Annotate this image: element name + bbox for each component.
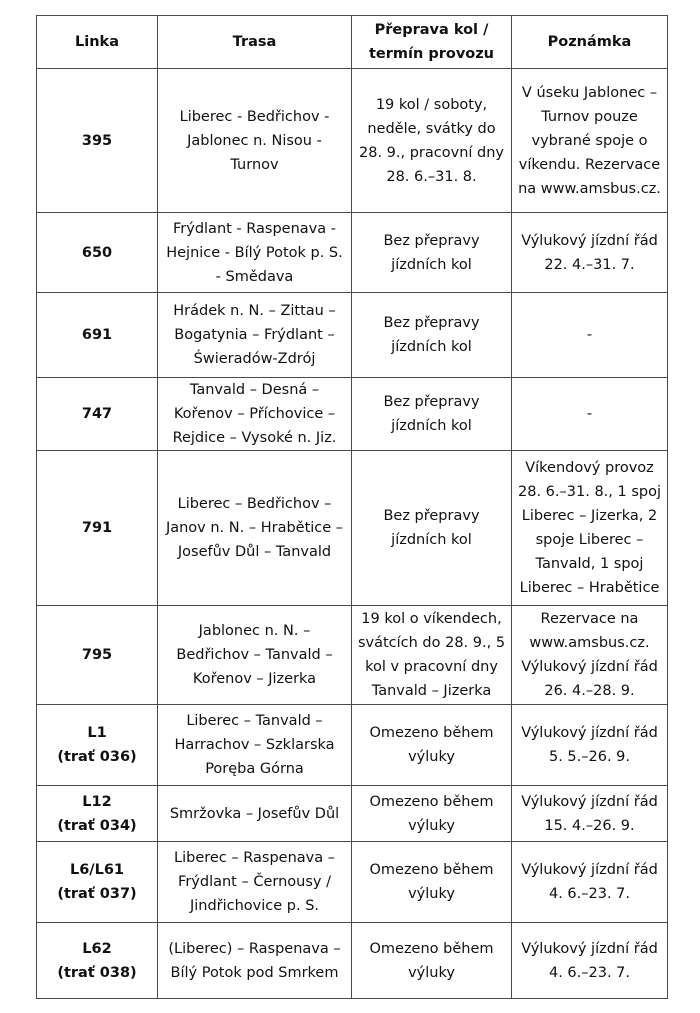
table-body [37, 69, 668, 999]
linka-number: 650 [81, 244, 113, 261]
header-poznamka: Poznámka [512, 16, 668, 69]
table-row [37, 378, 668, 451]
cell-poznamka: Výlukový jízdní řád 15. 4.–26. 9. [512, 786, 668, 842]
cell-trasa: Frýdlant - Raspenava - Hejnice - Bílý Potok p. S. - Smědava [158, 213, 352, 293]
table-row [37, 923, 668, 999]
linka-number: 395 [81, 132, 113, 149]
table-row [37, 786, 668, 842]
cell-trasa: Tanvald – Desná – Kořenov – Příchovice – Rejdice – Vysoké n. Jiz. [158, 378, 352, 451]
cell-trasa: Smržovka – Josefův Důl [158, 786, 352, 842]
table-row [37, 69, 668, 213]
cell-preprava: Omezeno během výluky [352, 705, 512, 786]
linka-number: 791 [81, 520, 113, 536]
cell-trasa: Liberec - Bedřichov - Jablonec n. Nisou - Turnov [158, 69, 352, 213]
cell-poznamka: Víkendový provoz 28. 6.–31. 8., 1 spoj Liberec – Jizerka, 2 spoje Liberec – Tanvald, 1 spoj Liberec – Hrabětice [512, 451, 668, 606]
header-linka: Linka [37, 16, 158, 69]
linka-track: (trať 038) [57, 964, 137, 981]
cell-linka [37, 451, 158, 606]
cell-poznamka: Rezervace na www.amsbus.cz. Výlukový jízdní řád 26. 4.–28. 9. [512, 606, 668, 705]
cell-poznamka: V úseku Jablonec – Turnov pouze vybrané spoje o víkendu. Rezervace na www.amsbus.cz. [512, 69, 668, 213]
linka-number: 747 [81, 406, 113, 422]
cell-linka [37, 705, 158, 786]
cell-linka [37, 293, 158, 378]
linka-track: (trať 037) [57, 886, 137, 902]
cell-preprava: Bez přepravy jízdních kol [352, 451, 512, 606]
cell-preprava: Omezeno během výluky [352, 842, 512, 923]
cell-trasa: Liberec – Bedřichov – Janov n. N. – Hrabětice – Josefův Důl – Tanvald [158, 451, 352, 606]
routes-table [36, 15, 668, 999]
cell-trasa: Liberec – Raspenava – Frýdlant – Černousy / Jindřichovice p. S. [158, 842, 352, 923]
cell-preprava: Omezeno během výluky [352, 923, 512, 999]
cell-linka [37, 378, 158, 451]
header-trasa: Trasa [158, 16, 352, 69]
cell-preprava: Bez přepravy jízdních kol [352, 293, 512, 378]
cell-preprava: 19 kol o víkendech, svátcích do 28. 9., 5 kol v pracovní dny Tanvald – Jizerka [352, 606, 512, 705]
table-row [37, 705, 668, 786]
cell-preprava: Omezeno během výluky [352, 786, 512, 842]
cell-linka [37, 786, 158, 842]
table-row [37, 213, 668, 293]
cell-trasa: Jablonec n. N. – Bedřichov – Tanvald – Kořenov – Jizerka [158, 606, 352, 705]
linka-track: (trať 034) [57, 817, 137, 834]
cell-linka [37, 842, 158, 923]
header-row [37, 16, 668, 69]
table-header [37, 16, 668, 69]
header-preprava: Přeprava kol / termín provozu [352, 16, 512, 69]
linka-number: L6/L61 [69, 862, 125, 878]
cell-trasa: (Liberec) – Raspenava – Bílý Potok pod Smrkem [158, 923, 352, 999]
linka-number: 795 [81, 647, 113, 663]
cell-poznamka: - [512, 378, 668, 451]
linka-number: 691 [81, 327, 113, 343]
cell-preprava: Bez přepravy jízdních kol [352, 213, 512, 293]
cell-poznamka: Výlukový jízdní řád 4. 6.–23. 7. [512, 923, 668, 999]
cell-trasa: Hrádek n. N. – Zittau – Bogatynia – Frýdlant – Świeradów-Zdrój [158, 293, 352, 378]
cell-poznamka: Výlukový jízdní řád 22. 4.–31. 7. [512, 213, 668, 293]
linka-track: (trať 036) [57, 749, 137, 765]
linka-number: L12 [82, 793, 112, 810]
cell-trasa: Liberec – Tanvald – Harrachov – Szklarska Poręba Górna [158, 705, 352, 786]
cell-poznamka: Výlukový jízdní řád 5. 5.–26. 9. [512, 705, 668, 786]
cell-linka [37, 213, 158, 293]
table-row [37, 293, 668, 378]
linka-number: L1 [87, 725, 107, 741]
table-row [37, 606, 668, 705]
cell-linka [37, 606, 158, 705]
cell-linka [37, 923, 158, 999]
cell-poznamka: Výlukový jízdní řád 4. 6.–23. 7. [512, 842, 668, 923]
cell-preprava: 19 kol / soboty, neděle, svátky do 28. 9., pracovní dny 28. 6.–31. 8. [352, 69, 512, 213]
linka-number: L62 [82, 940, 112, 957]
table-row [37, 842, 668, 923]
cell-preprava: Bez přepravy jízdních kol [352, 378, 512, 451]
cell-poznamka: - [512, 293, 668, 378]
cell-linka [37, 69, 158, 213]
table-row [37, 451, 668, 606]
